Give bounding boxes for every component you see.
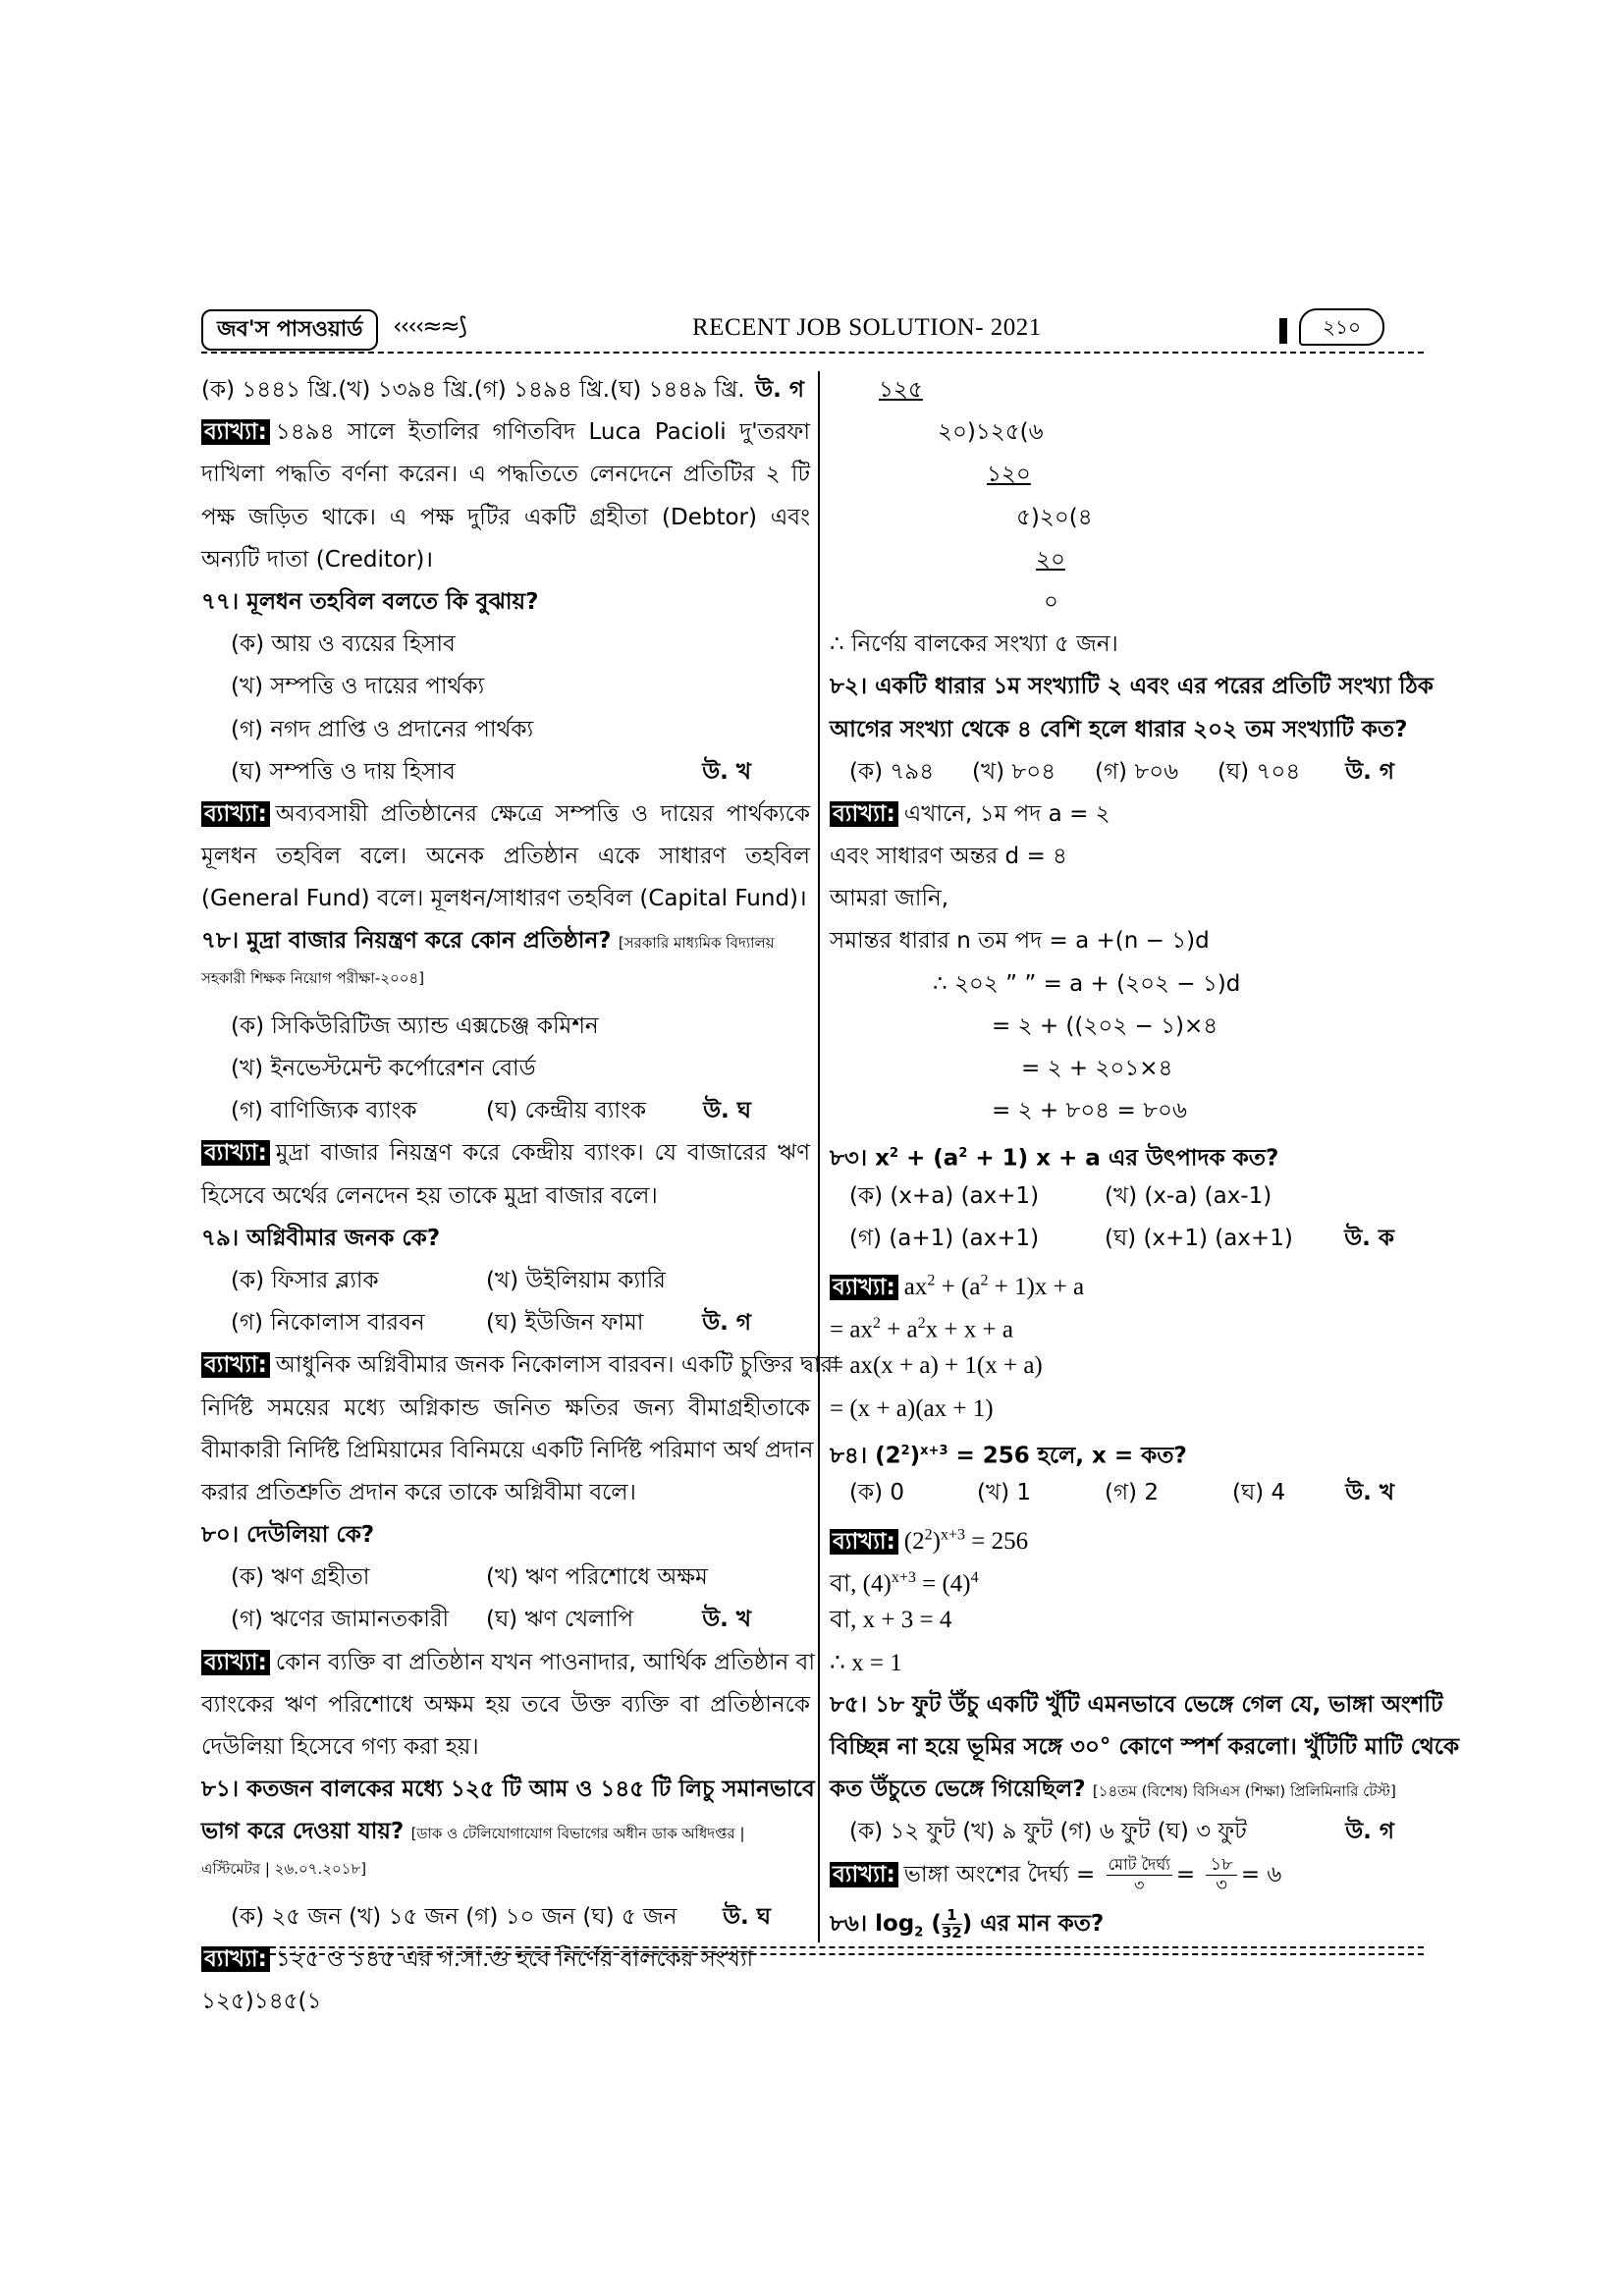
explanation-label: ব্যাখ্যা: — [830, 801, 898, 827]
equation-step: বা, x + 3 = 4 — [830, 1607, 952, 1634]
left-column — [201, 369, 839, 2023]
option-row: (ক) ৭৯৪ (খ) ৮০৪ (গ) ৮০৬ (ঘ) ৭০৪ উ. গ — [830, 751, 1429, 793]
fraction-denominator: ৩ — [1134, 1875, 1145, 1894]
equation-step: = ২ + ২০১×৪ — [1021, 1056, 1173, 1081]
question-84: ৮৪। $(2^2)^{x+3} = 256$ হলে, x = কত? — [830, 1443, 1187, 1469]
equation-step: = $ax^2 + a^2x + x + a$ — [830, 1315, 1013, 1343]
equation-step: = ax(x + a) + 1(x + a) — [830, 1352, 1043, 1380]
option: (ঘ) সম্পত্তি ও দায় হিসাব উ. খ — [201, 751, 810, 793]
page-number: ২১০ — [1299, 308, 1384, 346]
fraction-numerator: ১৮ — [1206, 1855, 1236, 1876]
text-line: অন্যটি দাতা (Creditor)। — [201, 546, 434, 573]
option: (খ) ইনভেস্টমেন্ট কর্পোরেশন বোর্ড — [231, 1056, 536, 1081]
option-row: (গ) নিকোলাস বারবন (ঘ) ইউজিন ফামা উ. গ — [201, 1302, 810, 1344]
text-line: আমরা জানি, — [830, 886, 949, 912]
answer: উ. ঘ — [723, 1903, 771, 1930]
text-line: নির্দিষ্ট সময়ের মধ্যে অগ্নিকান্ড জনিত ক্ষতির জন্য বীমাগ্রহীতাকে — [201, 1394, 810, 1421]
question-83: ৮৩। $x^2 + (a^2 + 1) x + a$ এর উৎপাদক কত? — [830, 1146, 1279, 1173]
division-step: ২০)১২৫(৬ — [938, 419, 1044, 446]
text-line: দেউলিয়া হিসেবে গণ্য করা হয়। — [201, 1734, 479, 1760]
q76-options: (ক) ১৪৪১ খ্রি.(খ) ১৩৯৪ খ্রি.(গ) ১৪৯৪ খ্রি.(ঘ) ১৪৪৯ খ্রি. উ. গ — [201, 369, 810, 411]
explanation: ব্যাখ্যা: কোন ব্যক্তি বা প্রতিষ্ঠান যখন পাওনাদার, আর্থিক প্রতিষ্ঠান বা — [201, 1642, 810, 1684]
answer: উ. গ — [1345, 758, 1394, 785]
explanation: ব্যাখ্যা: এখানে, ১ম পদ a = ২ — [830, 793, 1429, 836]
text-line: এবং সাধারণ অন্তর d = ৪ — [830, 844, 1067, 870]
header-bar — [1279, 318, 1287, 344]
question-79: ৭৯। অগ্নিবীমার জনক কে? — [201, 1225, 441, 1251]
explanation: ব্যাখ্যা: অব্যবসায়ী প্রতিষ্ঠানের ক্ষেত্রে সম্পত্তি ও দায়ের পার্থক্যকে — [201, 793, 810, 836]
text-line: পক্ষ জড়িত থাকে। এ পক্ষ দুটির একটি গ্রহীতা (Debtor) এবং — [201, 504, 810, 530]
explanation-label: ব্যাখ্যা: — [830, 1275, 898, 1300]
division-step: ১২৫ — [879, 377, 923, 403]
column-divider — [818, 371, 820, 1942]
answer: উ. ঘ — [703, 1098, 751, 1124]
equation-step: = ২ + ((২০২ − ১)×৪ — [992, 1012, 1218, 1039]
answer: উ. খ — [702, 1607, 751, 1633]
option-row: (ক) ২৫ জন (খ) ১৫ জন (গ) ১০ জন (ঘ) ৫ জন উ. ঘ — [201, 1896, 810, 1939]
option-row: (ক) ১২ ফুট (খ) ৯ ফুট (গ) ৬ ফুট (ঘ) ৩ ফুট উ. গ — [830, 1811, 1429, 1853]
option-row: (ক) 0 (খ) 1 (গ) 2 (ঘ) 4 উ. খ — [830, 1472, 1429, 1514]
explanation-label: ব্যাখ্যা: — [201, 419, 270, 445]
exam-source: [ডাক ও টেলিযোগাযোগ বিভাগের অধীন ডাক অধিদপ্তর | — [410, 1825, 745, 1843]
equation-step: = ২ + ৮০৪ = ৮০৬ — [992, 1098, 1187, 1124]
equation-step: ∴ x = 1 — [830, 1649, 902, 1676]
conclusion: ∴ নির্ণেয় বালকের সংখ্যা ৫ জন। — [830, 631, 1118, 658]
option: (ক) আয় ও ব্যয়ের হিসাব — [231, 631, 456, 658]
header-decoration: ‹‹‹‹≈≈⟆ — [393, 312, 465, 340]
page-header — [201, 304, 1424, 354]
right-column — [830, 369, 1460, 1945]
header-rule — [201, 352, 1424, 354]
option: (খ) সম্পত্তি ও দায়ের পার্থক্য — [231, 674, 485, 700]
division-line: ১২৫)১৪৫(১ — [201, 1989, 322, 2015]
question-86: ৮৬। $\log_2$ ( $\frac{1}{32}$ ) এর মান কত? — [830, 1905, 1105, 1941]
text-line: (General Fund) বলে। মূলধন/সাধারণ তহবিল (Capital Fund)। — [201, 886, 807, 912]
question-82-cont: আগের সংখ্যা থেকে ৪ বেশি হলে ধারার ২০২ তম সংখ্যাটি কত? — [830, 716, 1408, 742]
explanation: ব্যাখ্যা: মুদ্রা বাজার নিয়ন্ত্রণ করে কেন্দ্রীয় ব্যাংক। যে বাজারের ঋণ — [201, 1132, 810, 1175]
equation-step: বা, $(4)^{x+3} = (4)^4$ — [830, 1569, 979, 1598]
text-line: মূলধন তহবিল বলে। অনেক প্রতিষ্ঠান একে সাধারণ তহবিল — [201, 844, 810, 870]
explanation: ব্যাখ্যা: $(2^2)^{x+3} = 256$ — [830, 1514, 1429, 1557]
exam-source: [সরকারি মাধ্যমিক বিদ্যালয় — [618, 934, 775, 953]
answer: উ. ক — [1344, 1225, 1394, 1251]
division-step: ০ — [1044, 588, 1058, 615]
option-row: (গ) বাণিজ্যিক ব্যাংক (ঘ) কেন্দ্রীয় ব্যাংক উ. ঘ — [201, 1090, 810, 1132]
option-row: (ক) ফিসার ব্ল্যাক (খ) উইলিয়াম ক্যারি — [231, 1267, 666, 1293]
answer: উ. গ — [755, 377, 804, 403]
fraction-numerator: মোট দৈর্ঘ্য — [1108, 1854, 1170, 1874]
option: (ক) সিকিউরিটিজ অ্যান্ড এক্সচেঞ্জ কমিশন — [231, 1012, 599, 1039]
question-80: ৮০। দেউলিয়া কে? — [201, 1522, 375, 1549]
text-line: ব্যাংকের ঋণ পরিশোধে অক্ষম হয় তবে উক্ত ব্যক্তি বা প্রতিষ্ঠানকে — [201, 1691, 810, 1718]
option-row: (ক) (x+a) (ax+1) (খ) (x-a) (ax-1) — [849, 1182, 1272, 1209]
question-81-cont: ভাগ করে দেওয়া যায়? [ডাক ও টেলিযোগাযোগ বিভাগের অধীন ডাক অধিদপ্তর | — [201, 1819, 745, 1845]
exam-source: সহকারী শিক্ষক নিয়োগ পরীক্ষা-২০০৪] — [201, 968, 425, 987]
fraction-denominator: 32 — [941, 1923, 962, 1941]
exam-source: [১৪তম (বিশেষ) বিসিএস (শিক্ষা) প্রিলিমিনারি টেস্ট] — [1092, 1782, 1396, 1801]
answer: উ. গ — [1345, 1819, 1394, 1845]
text-line: করার প্রতিশ্রুতি প্রদান করে তাকে অগ্নিবীমা বলে। — [201, 1479, 636, 1505]
equation-step: = (x + a)(ax + 1) — [830, 1394, 994, 1422]
explanation-label: ব্যাখ্যা: — [201, 1946, 270, 1972]
text-line: বীমাকারী নির্দিষ্ট প্রিমিয়ামের বিনিময়ে একটি নির্দিষ্ট পরিমাণ অর্থ প্রদান — [201, 1437, 814, 1463]
text-line: দাখিলা পদ্ধতি বর্ণনা করেন। এ পদ্ধতিতে লেনদেনে প্রতিটির ২ টি — [201, 462, 810, 488]
explanation: ব্যাখ্যা: $ax^2 + (a^2 + 1)x + a$ — [830, 1260, 1429, 1302]
book-title: জব'স পাসওয়ার্ড — [201, 309, 378, 351]
option-row: (ক) ঋণ গ্রহীতা (খ) ঋণ পরিশোধে অক্ষম — [231, 1564, 708, 1591]
explanation: ব্যাখ্যা: ভাঙ্গা অংশের দৈর্ঘ্য = মোট দৈর্ঘ্য ৩ = ১৮ ৩ = ৬ — [830, 1854, 1429, 1903]
explanation: ব্যাখ্যা: আধুনিক অগ্নিবীমার জনক নিকোলাস বারবন। একটি চুক্তির দ্বারা — [201, 1344, 810, 1387]
running-title: RECENT JOB SOLUTION- 2021 — [692, 314, 1042, 341]
question-85-cont: বিচ্ছিন্ন না হয়ে ভূমির সঙ্গে ৩০° কোণে স্পর্শ করলো। খুঁটিটি মাটি থেকে — [830, 1734, 1460, 1760]
explanation-label: ব্যাখ্যা: — [201, 1650, 270, 1675]
question-85-cont: কত উঁচুতে ভেঙ্গে গিয়েছিল? [১৪তম (বিশেষ) বিসিএস (শিক্ষা) প্রিলিমিনারি টেস্ট] — [830, 1777, 1396, 1803]
question-78: ৭৮। মুদ্রা বাজার নিয়ন্ত্রণ করে কোন প্রতিষ্ঠান? [সরকারি মাধ্যমিক বিদ্যালয় — [201, 928, 775, 955]
fraction-denominator: ৩ — [1216, 1874, 1228, 1895]
explanation-label: ব্যাখ্যা: — [830, 1529, 898, 1555]
question-82: ৮২। একটি ধারার ১ম সংখ্যাটি ২ এবং এর পরের প্রতিটি সংখ্যা ঠিক — [830, 674, 1434, 700]
answer: উ. গ — [702, 1310, 751, 1337]
text-line: হিসেবে অর্থের লেনদেন হয় তাকে মুদ্রা বাজার বলে। — [201, 1182, 658, 1209]
explanation-label: ব্যাখ্যা: — [830, 1862, 898, 1887]
explanation: ব্যাখ্যা: ১২৫ ও ১৪৫ এর গ.সা.গু হবে নির্ণেয় বালকের সংখ্যা — [201, 1939, 810, 1981]
explanation-label: ব্যাখ্যা: — [201, 1352, 270, 1378]
answer: উ. খ — [702, 758, 751, 785]
explanation: ব্যাখ্যা: ১৪৯৪ সালে ইতালির গণিতবিদ Luca Pacioli দু'তরফা — [201, 411, 810, 454]
fraction-numerator: 1 — [942, 1907, 962, 1925]
answer: উ. খ — [1345, 1479, 1394, 1505]
option-row: (গ) (a+1) (ax+1) (ঘ) (x+1) (ax+1) উ. ক — [830, 1218, 1429, 1260]
equation-step: ∴ ২০২ ” ” = a + (২০২ − ১)d — [933, 970, 1241, 997]
explanation-label: ব্যাখ্যা: — [201, 1140, 270, 1166]
text-line: সমান্তর ধারার n তম পদ = a +(n − ১)d — [830, 928, 1210, 955]
option: (গ) নগদ প্রাপ্তি ও প্রদানের পার্থক্য — [231, 716, 534, 742]
division-step: ৫)২০(৪ — [1016, 504, 1093, 530]
division-step: ২০ — [1036, 546, 1065, 573]
explanation-label: ব্যাখ্যা: — [201, 801, 270, 827]
question-77: ৭৭। মূলধন তহবিল বলতে কি বুঝায়? — [201, 588, 539, 615]
option-row: (গ) ঋণের জামানতকারী (ঘ) ঋণ খেলাপি উ. খ — [201, 1599, 810, 1641]
question-85: ৮৫। ১৮ ফুট উঁচু একটি খুঁটি এমনভাবে ভেঙ্গে গেল যে, ভাঙ্গা অংশটি — [830, 1691, 1443, 1718]
division-step: ১২০ — [987, 462, 1031, 488]
question-81: ৮১। কতজন বালকের মধ্যে ১২৫ টি আম ও ১৪৫ টি লিচু সমানভাবে — [201, 1777, 815, 1803]
exam-source: এস্টিমেটর | ২৬.০৭.২০১৮] — [201, 1859, 367, 1878]
